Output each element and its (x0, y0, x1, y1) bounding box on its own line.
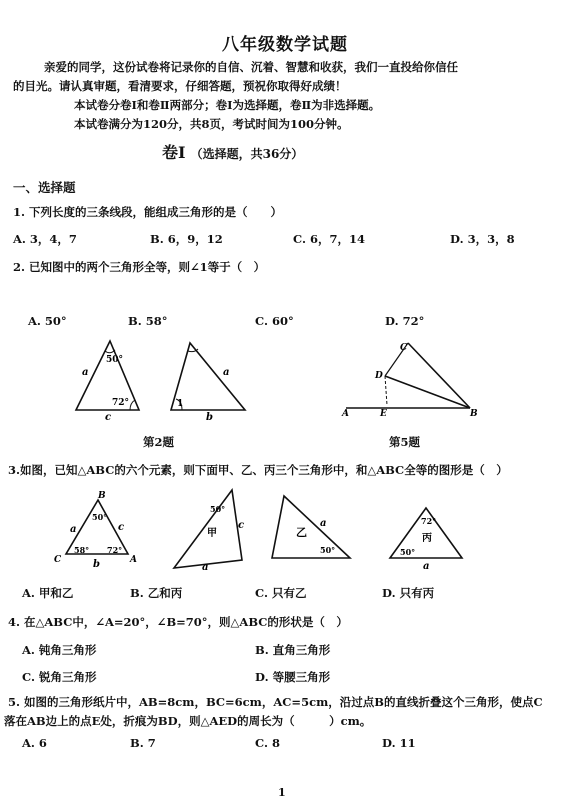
q5-label-d: D (375, 371, 383, 381)
q5-figure-caption: 第5题 (389, 435, 421, 449)
q3-t4-name: 丙 (422, 533, 432, 544)
section-heading: 一、选择题 (13, 180, 76, 195)
q5-option-d: D. 11 (382, 736, 416, 750)
q5-option-c: C. 8 (255, 736, 280, 750)
q3-t3-name: 乙 (296, 526, 307, 539)
q2-option-b: B. 58° (128, 314, 168, 328)
q1-option-a: A. 3，4，7 (13, 232, 77, 246)
q5-option-b: B. 7 (130, 736, 156, 750)
q3-t2-side-c: c (238, 520, 245, 531)
q5-figure (340, 338, 480, 423)
q5-label-c: C (400, 343, 408, 353)
q3-t2-side-a: a (202, 562, 209, 570)
intro-line-4: 本试卷满分为120分，共8页，考试时间为100分钟。 (74, 117, 349, 131)
q3-triangle-yi (272, 496, 350, 558)
q3-t4-angle-top: 72° (421, 516, 437, 526)
q4-option-c: C. 锐角三角形 (22, 670, 97, 684)
q3-option-d: D. 只有丙 (382, 586, 435, 600)
intro-line-3: 本试卷分卷Ⅰ和卷Ⅱ两部分；卷Ⅰ为选择题，卷Ⅱ为非选择题。 (74, 98, 381, 112)
q3-option-c: C. 只有乙 (255, 586, 307, 600)
intro-line-1: 亲爱的同学，这份试卷将记录你的自信、沉着、智慧和收获，我们一直投给你信任 (44, 60, 458, 74)
q3-figures (50, 488, 510, 570)
q3-t1-label-a: A (130, 555, 137, 565)
q3-stem: 3.如图，已知△ABC的六个元素，则下面甲、乙、丙三个三角形中，和△ABC全等的图形是（ ） (8, 463, 508, 477)
q3-t3-side-a: a (320, 518, 327, 529)
intro-line-2: 的目光。请认真审题，看清要求，仔细答题，预祝你取得好成绩！ (13, 79, 347, 93)
q2-stem: 2. 已知图中的两个三角形全等，则∠1等于（ ） (13, 260, 266, 274)
q4-option-d: D. 等腰三角形 (255, 670, 331, 684)
q5-option-a: A. 6 (22, 736, 47, 750)
q2-angle-1-label: 1 (177, 399, 184, 409)
q3-t1-angle-a: 72° (107, 545, 123, 555)
q5-stem-line-2: 落在AB边上的点E处，折痕为BD，则△AED的周长为（ ）cm。 (4, 714, 372, 728)
q3-option-b: B. 乙和丙 (130, 586, 183, 600)
q3-t1-side-c: c (118, 522, 125, 533)
q4-option-b: B. 直角三角形 (255, 643, 331, 657)
q5-figure-lines (346, 343, 470, 408)
q2-option-a: A. 50° (28, 314, 67, 328)
q2-side-a2-label: a (223, 367, 230, 378)
volume-heading-sub: （选择题，共36分） (190, 147, 304, 161)
q1-stem: 1. 下列长度的三条线段，能组成三角形的是（ ） (13, 205, 283, 219)
q2-figure-caption: 第2题 (143, 435, 175, 449)
q2-angle-right-label: 72° (112, 398, 130, 408)
q2-side-a-label: a (82, 367, 89, 378)
q1-option-b: B. 6，9，12 (150, 232, 223, 246)
q2-figure (60, 335, 260, 420)
q5-label-a: A (342, 409, 349, 419)
q4-stem: 4. 在△ABC中，∠A=20°，∠B=70°，则△ABC的形状是（ ） (8, 615, 348, 629)
q5-stem-line-1: 5. 如图的三角形纸片中，AB=8cm，BC=6cm，AC=5cm，沿过点B的直线折叠这个三角形，使点C (8, 695, 543, 709)
q3-t1-angle-b: 50° (92, 512, 108, 522)
volume-heading-main: 卷Ⅰ (162, 143, 186, 162)
q3-t1-angle-c: 58° (74, 545, 90, 555)
volume-heading (162, 140, 303, 163)
q3-t4-angle-left: 50° (400, 547, 416, 557)
q3-t4-side-a: a (423, 561, 430, 570)
q3-t1-label-b: B (98, 491, 106, 501)
page-number: 1 (278, 786, 286, 799)
page-title: 八年级数学试题 (222, 35, 348, 55)
q2-angle-top-label: 50° (106, 355, 124, 365)
q1-option-d: D. 3，3，8 (450, 232, 515, 246)
q3-t1-side-b: b (93, 559, 100, 570)
q2-side-c-label: c (105, 412, 112, 420)
q5-label-b: B (470, 409, 478, 419)
q3-t3-angle: 50° (320, 545, 336, 555)
q5-label-e: E (380, 409, 387, 419)
q3-t2-name: 甲 (207, 528, 217, 539)
q4-option-a: A. 钝角三角形 (22, 643, 97, 657)
q1-option-c: C. 6，7，14 (293, 232, 365, 246)
q3-t2-angle: 50° (210, 504, 226, 514)
q2-side-b-label: b (206, 412, 213, 420)
q3-t1-label-c: C (54, 555, 62, 565)
q2-option-d: D. 72° (385, 314, 425, 328)
q3-option-a: A. 甲和乙 (22, 586, 74, 600)
q3-t1-side-a: a (70, 524, 77, 535)
q2-option-c: C. 60° (255, 314, 294, 328)
